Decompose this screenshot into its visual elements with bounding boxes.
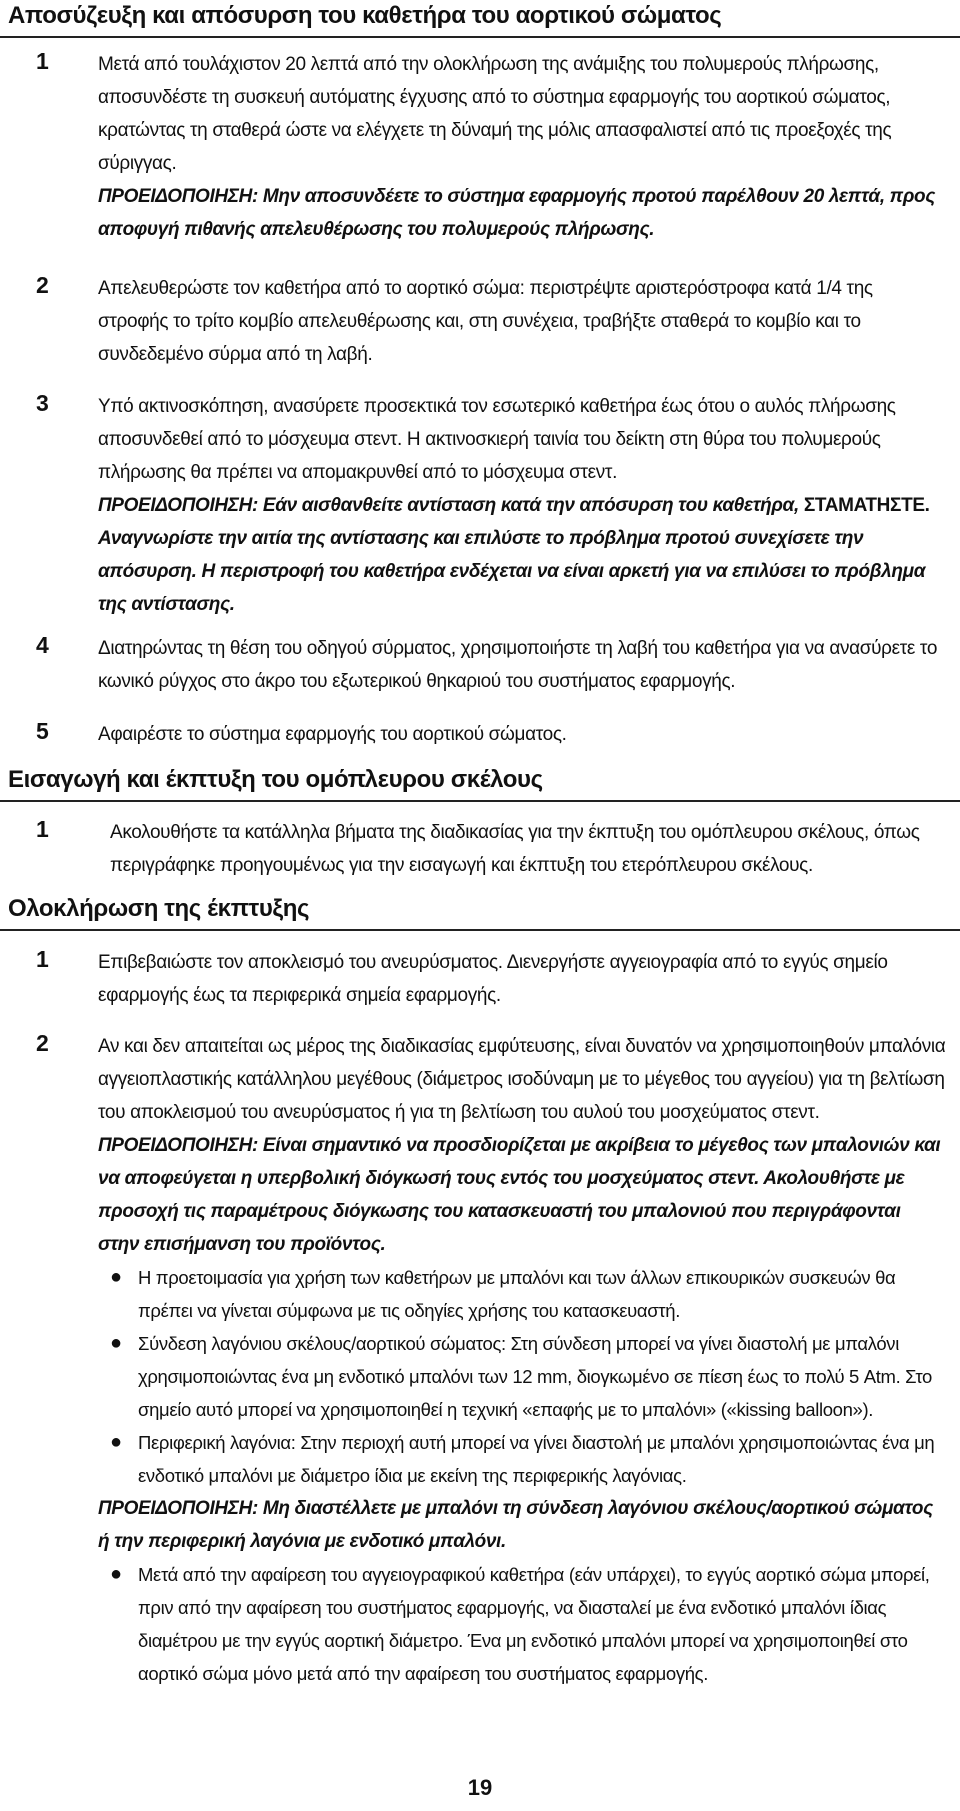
warning-text: ΠΡΟΕΙΔΟΠΟΙΗΣΗ: Είναι σημαντικό να προσδιορίζεται με ακρίβεια το μέγεθος των μπαλονιών και να αποφεύγεται η υπερβολική διόγκωσή τους εντός του μοσχεύματος στεντ. Ακολουθήστε με προσοχή τις παραμέτρους διόγκωσης του κατασκευαστή του μπαλονιού που περιγράφονται στην επισήμανση του προϊόντος. (98, 1135, 941, 1255)
step-number: 3 (36, 390, 49, 416)
warning-text: ΠΡΟΕΙΔΟΠΟΙΗΣΗ: Μην αποσυνδέετε το σύστημα εφαρμογής προτού παρέλθουν 20 λεπτά, προς αποφυγή πιθανής απελευθέρωσης του πολυμερούς πλήρωσης. (98, 186, 936, 240)
section-divider (0, 36, 960, 38)
warning-lead: ΠΡΟΕΙΔΟΠΟΙΗΣΗ: Εάν αισθανθείτε αντίσταση κατά την απόσυρση του καθετήρα, (98, 495, 799, 516)
warning-text: ΠΡΟΕΙΔΟΠΟΙΗΣΗ: Μη διαστέλλετε με μπαλόνι τη σύνδεση λαγόνιου σκέλους/αορτικού σώματος ή την περιφερική λαγόνια με ενδοτικό μπαλόνι. (98, 1498, 933, 1552)
step-number: 1 (36, 946, 49, 972)
bullet-icon: ● (110, 1266, 122, 1288)
bullet-item (98, 1426, 946, 1492)
step-number: 1 (36, 48, 49, 74)
step-number: 2 (36, 272, 49, 298)
warning-rest: Αναγνωρίστε την αιτία της αντίστασης και επιλύστε το πρόβλημα προτού συνεχίσετε την απόσυρση. Η περιστροφή του καθετήρα ενδέχεται να είναι αρκετή για να επιλύσει το πρόβλημα της αντίστασης. (98, 528, 926, 615)
step-number: 1 (36, 816, 49, 842)
bullet-list (98, 1261, 946, 1492)
bullet-text: Η προετοιμασία για χρήση των καθετήρων με μπαλόνι και των άλλων επικουρικών συσκευών θα πρέπει να γίνεται σύμφωνα με τις οδηγίες χρήσης του κατασκευαστή. (138, 1267, 896, 1321)
bullet-item (98, 1558, 946, 1690)
bullet-text: Περιφερική λαγόνια: Στην περιοχή αυτή μπορεί να γίνει διαστολή με μπαλόνι χρησιμοποιώντας ένα μη ενδοτικό μπαλόνι με διάμετρο ίδια με εκείνη της περιφερικής λαγόνιας. (138, 1432, 935, 1486)
bullet-item (98, 1261, 946, 1327)
section-divider (0, 800, 960, 802)
section-divider (0, 929, 960, 931)
warning-text (98, 489, 946, 621)
step-text: Επιβεβαιώστε τον αποκλεισμό του ανευρύσματος. Διενεργήστε αγγειογραφία από το εγγύς σημείο εφαρμογής έως τα περιφερικά σημεία εφαρμογής. (98, 952, 888, 1006)
bullet-text: Σύνδεση λαγόνιου σκέλους/αορτικού σώματος: Στη σύνδεση μπορεί να γίνει διαστολή με μπαλόνι χρησιμοποιώντας ένα μη ενδοτικό μπαλόνι των 12 mm, διογκωμένο σε πίεση έως το πολύ 5 Atm. Στο σημείο αυτό μπορεί να χρησιμοποιηθεί η τεχνική «επαφής με το μπαλόνι» («kissing balloon»). (138, 1333, 932, 1420)
step-number: 2 (36, 1030, 49, 1056)
bullet-icon: ● (110, 1332, 122, 1354)
bullet-icon: ● (110, 1563, 122, 1585)
step-text: Ακολουθήστε τα κατάλληλα βήματα της διαδικασίας για την έκπτυξη του ομόπλευρου σκέλους, όπως περιγράφηκε προηγουμένως για την εισαγωγή και έκπτυξη του ετερόπλευρου σκέλους. (110, 822, 920, 876)
step-number: 4 (36, 632, 49, 658)
bullet-item (98, 1327, 946, 1426)
bullet-list (98, 1558, 946, 1690)
section-title-catheter-release: Αποσύζευξη και απόσυρση του καθετήρα του αορτικού σώματος (8, 2, 722, 29)
section-title-deployment-completion: Ολοκλήρωση της έκπτυξης (8, 895, 310, 922)
step-text: Μετά από τουλάχιστον 20 λεπτά από την ολοκλήρωση της ανάμιξης του πολυμερούς πλήρωσης, αποσυνδέστε τη συσκευή αυτόματης έγχυσης από το σύστημα εφαρμογής του αορτικού σώματος, κρατώντας τη σταθερά ώστε να ελέγχετε τη δύναμή της μόλις απασφαλιστεί από τις προεξοχές της σύριγγας. (98, 54, 892, 174)
step-number: 5 (36, 718, 49, 744)
step-text: Αφαιρέστε το σύστημα εφαρμογής του αορτικού σώματος. (98, 724, 567, 745)
warning-stop: ΣΤΑΜΑΤΗΣΤΕ. (803, 495, 930, 516)
step-text: Διατηρώντας τη θέση του οδηγού σύρματος, χρησιμοποιήστε τη λαβή του καθετήρα για να ανασύρετε το κωνικό ρύγχος στο άκρο του εξωτερικού θηκαριού του συστήματος εφαρμογής. (98, 638, 938, 692)
step-text: Υπό ακτινοσκόπηση, ανασύρετε προσεκτικά τον εσωτερικό καθετήρα έως ότου ο αυλός πλήρωσης αποσυνδεθεί από το μόσχευμα στεντ. Η ακτινοσκιερή ταινία του δείκτη στη θύρα του πολυμερούς πλήρωσης θα πρέπει να απομακρυνθεί από το μόσχευμα στεντ. (98, 396, 896, 483)
bullet-text: Μετά από την αφαίρεση του αγγειογραφικού καθετήρα (εάν υπάρχει), το εγγύς αορτικό σώμα μπορεί, πριν από την αφαίρεση του συστήματος εφαρμογής, να διασταλεί με ένα ενδοτικό μπαλόνι ίδιας διαμέτρου με την εγγύς αορτική διάμετρο. Ένα μη ενδοτικό μπαλόνι μπορεί να χρησιμοποιηθεί στο αορτικό σώμα μόνο μετά από την αφαίρεση του συστήματος εφαρμογής. (138, 1564, 930, 1684)
page-number: 19 (467, 1775, 493, 1800)
step-text: Απελευθερώστε τον καθετήρα από το αορτικό σώμα: περιστρέψτε αριστερόστροφα κατά 1/4 της στροφής το τρίτο κομβίο απελευθέρωσης και, στη συνέχεια, τραβήξτε σταθερά το κομβίο και το συνδεδεμένο σύρμα από τη λαβή. (98, 278, 873, 365)
section-title-ipsilateral-leg: Εισαγωγή και έκπτυξη του ομόπλευρου σκέλους (8, 766, 543, 793)
bullet-icon: ● (110, 1431, 122, 1453)
step-text: Αν και δεν απαιτείται ως μέρος της διαδικασίας εμφύτευσης, είναι δυνατόν να χρησιμοποιηθούν μπαλόνια αγγειοπλαστικής κατάλληλου μεγέθους (διάμετρος ισοδύναμη με το μέγεθος του αγγείου) για τη βελτίωση του αποκλεισμού του ανευρύσματος ή για τη βελτίωση του αυλού του μοσχεύματος στεντ. (98, 1036, 946, 1123)
